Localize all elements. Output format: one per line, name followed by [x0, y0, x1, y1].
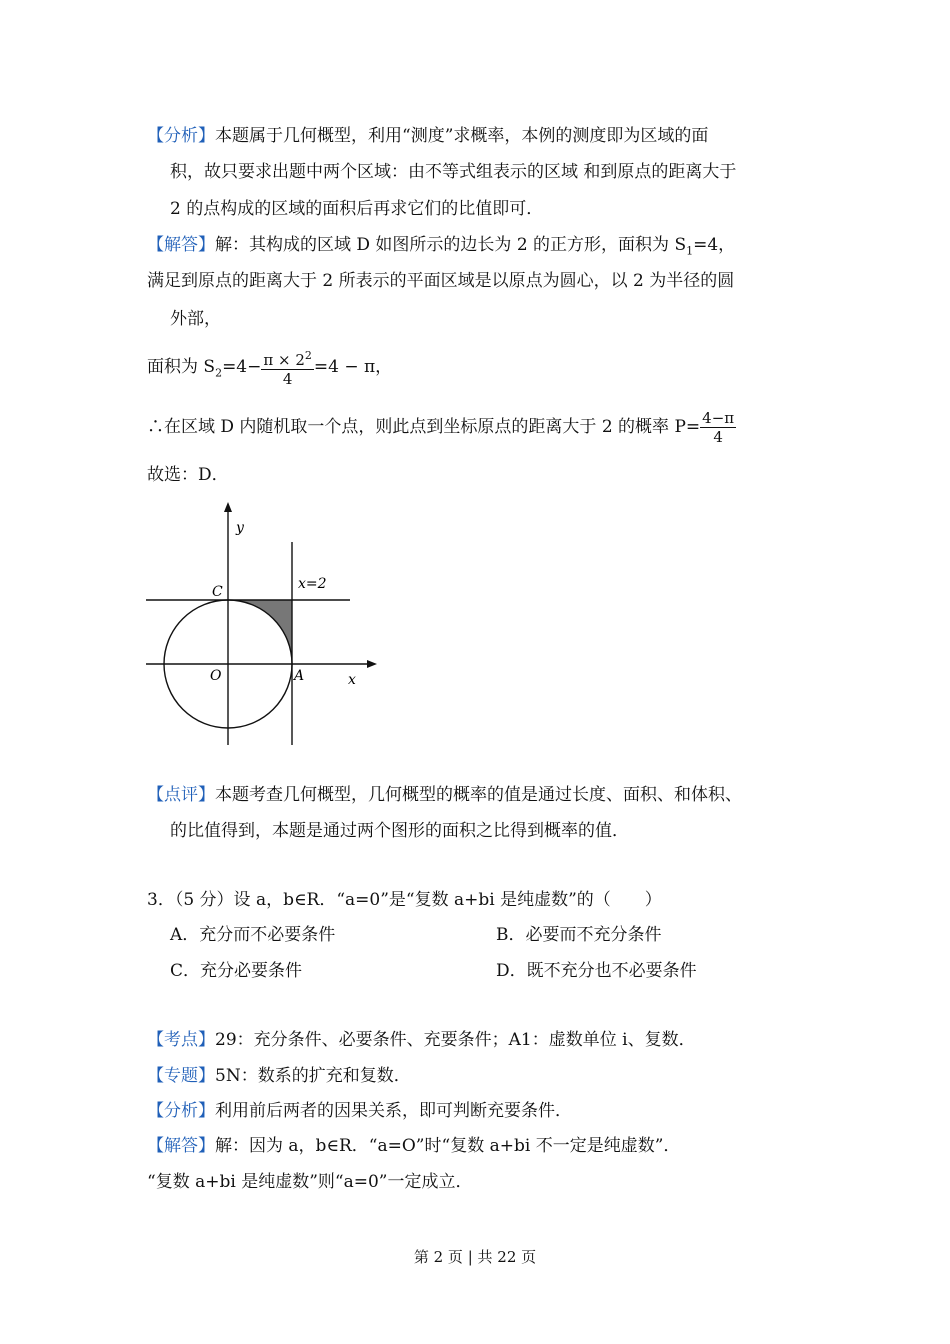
frac2-denominator: 4: [713, 428, 723, 446]
q3-analysis-text: 利用前后两者的因果关系，即可判断充要条件．: [215, 1101, 572, 1121]
comment-tag: 【点评】: [147, 785, 215, 805]
label-a: A: [294, 668, 305, 684]
page-footer: 第 2 页 | 共 22 页: [413, 1248, 537, 1266]
q3-option-a: A．充分而不必要条件: [170, 925, 336, 945]
x-axis-arrow: [367, 660, 377, 668]
q3-option-b: B．必要而不充分条件: [496, 925, 662, 945]
answer-line-3: 外部，: [170, 309, 221, 329]
area-formula: [147, 346, 392, 394]
zhuanti-tag: 【专题】: [147, 1066, 215, 1086]
q3-stem: 3．（5 分）设 a，b∈R．“a=0”是“复数 a+bi 是纯虚数”的（ ）: [147, 890, 662, 910]
analysis-line-3: 2 的点构成的区域的面积后再求它们的比值即可．: [170, 199, 544, 219]
analysis-line-1: [147, 124, 708, 148]
frac1-exponent: 2: [304, 349, 312, 362]
kaodian-text: 29：充分条件、必要条件、充要条件；A1：虚数单位 i、复数．: [215, 1030, 696, 1050]
answer-line-1: [147, 233, 735, 263]
answer-tag: 【解答】: [147, 235, 215, 255]
q3-option-d: D．既不充分也不必要条件: [496, 961, 697, 981]
comment-line-1: [147, 783, 742, 807]
answer-text-1: 解：其构成的区域 D 如图所示的边长为 2 的正方形，面积为 S: [215, 235, 687, 255]
analysis-tag: 【分析】: [147, 126, 215, 146]
label-c: C: [212, 584, 223, 600]
area-suffix: =4 − π，: [313, 357, 393, 377]
answer-text-1-end: =4，: [693, 235, 736, 255]
fraction-probability: [700, 409, 736, 446]
y-axis-arrow: [224, 502, 232, 512]
s2-subscript: 2: [215, 366, 223, 380]
frac2-numerator: 4−π: [702, 409, 735, 427]
s1-subscript: 1: [686, 244, 694, 258]
therefore-line: [147, 406, 736, 448]
answer-line-2: 满足到原点的距离大于 2 所表示的平面区域是以原点为圆心，以 2 为半径的圆: [147, 271, 735, 291]
frac1-numerator: π × 2: [263, 351, 305, 369]
q3-zhuanti-line: [147, 1064, 411, 1088]
q3-analysis-tag: 【分析】: [147, 1101, 215, 1121]
label-line-x2: x=2: [298, 576, 327, 592]
label-x: x: [348, 672, 356, 688]
analysis-text-1: 本题属于几何概型，利用“测度”求概率，本例的测度即为区域的面: [215, 126, 709, 146]
therefore-text: ∴在区域 D 内随机取一个点，则此点到坐标原点的距离大于 2 的概率 P=: [147, 417, 701, 437]
q3-option-c: C．充分必要条件: [170, 961, 303, 981]
q3-kaodian-line: [147, 1028, 696, 1052]
kaodian-tag: 【考点】: [147, 1030, 215, 1050]
frac1-denominator: 4: [282, 370, 293, 388]
comment-text-1: 本题考查几何概型，几何概型的概率的值是通过长度、面积、和体积、: [215, 785, 742, 805]
q3-answer-line-2: “复数 a+bi 是纯虚数”则“a=0”一定成立．: [147, 1172, 473, 1192]
s2-symbol: S: [203, 357, 216, 377]
choice-line: 故选：D．: [147, 465, 229, 485]
label-o: O: [210, 668, 222, 684]
area-prefix: 面积为: [147, 357, 204, 377]
q3-answer-text-1: 解：因为 a，b∈R．“a=O”时“复数 a+bi 不一定是纯虚数”．: [215, 1136, 681, 1156]
analysis-line-2: 积，故只要求出题中两个区域：由不等式组表示的区域 和到原点的距离大于: [170, 162, 737, 182]
zhuanti-text: 5N：数系的扩充和复数．: [215, 1066, 411, 1086]
q3-analysis-line: [147, 1099, 572, 1123]
s2-eq: =4−: [222, 357, 262, 377]
comment-line-2: 的比值得到，本题是通过两个图形的面积之比得到概率的值．: [170, 821, 629, 841]
fraction-pi-area: [261, 347, 314, 388]
shaded-region: [228, 600, 292, 664]
q3-answer-tag: 【解答】: [147, 1136, 215, 1156]
label-y: y: [236, 520, 244, 536]
geometry-figure: [140, 500, 380, 750]
q3-answer-line-1: [147, 1134, 680, 1158]
